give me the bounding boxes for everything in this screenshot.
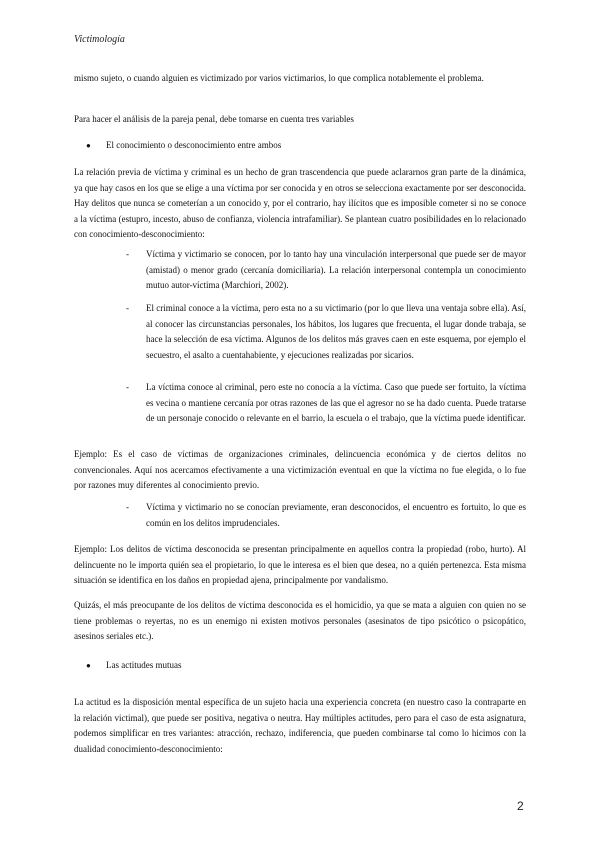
dash-item-text: Víctima y victimario se conocen, por lo tanto hay una vinculación interpersonal que puede ser de mayor (amistad) o menor grado (cercanía domiciliaria). La relación interpersonal contempla un conocimiento mutuo autor-víctima (Marchiori, 2002). (146, 249, 526, 290)
dash-marker: - (126, 502, 129, 512)
dash-marker: - (126, 303, 129, 313)
running-header: Victimología (74, 34, 125, 45)
bullet-icon: ● (86, 141, 91, 150)
bullet-label: El conocimiento o desconocimiento entre ambos (106, 140, 282, 150)
dash-item-text: La víctima conoce al criminal, pero este no conocía a la víctima. Caso que puede ser fortuito, la víctima es vecina o mantiene cercanía por otras razones de las que el agresor no se ha dado cuenta. Puede tratarse de un personaje conocido o relevante en el barrio, la escuela o el trabajo, que la víctima puede identificar. (146, 382, 526, 423)
paragraph-prior-relation: La relación previa de víctima y criminal es un hecho de gran trascendencia que puede aclararnos gran parte de la dinámica, ya que hay casos en los que se elige a una víctima por ser conocida y en otros se selecciona exactamente por ser desconocida. Hay delitos que nunca se cometerían a un conocido y, por el contrario, hay ilícitos que es imposible cometer si no se conoce a la víctima (estupro, incesto, abuso de confianza, violencia intrafamiliar). Se plantean cuatro posibilidades en lo relacionado con conocimiento-desconocimiento: (74, 167, 526, 239)
paragraph-homicide: Quizás, el más preocupante de los delitos de víctima desconocida es el homicidio, ya que se mata a alguien con quien no se tiene problemas o reyertas, no es un enemigo ni existen motivos personales (asesinatos de tipo psicótico o psicopático, asesinos seriales etc.). (74, 600, 526, 641)
bullet-item-knowledge (86, 138, 281, 154)
dash-item-text: El criminal conoce a la víctima, pero esta no a su victimario (por lo que lleva una ventaja sobre ella). Así, al conocer las circunstancias personales, los hábitos, los lugares que frecuenta, el lugar donde trabaja, se hace la selección de esa víctima. Algunos de los delitos más graves caen en este esquema, por ejemplo el secuestro, el asalto a cuentahabiente, y ejecuciones realizadas por sicarios. (146, 303, 526, 360)
bullet-item-attitudes (86, 658, 181, 674)
paragraph-continuation: mismo sujeto, o cuando alguien es victimizado por varios victimarios, lo que complica notablemente el problema. (74, 73, 484, 83)
dash-marker: - (126, 249, 129, 259)
bullet-label: Las actitudes mutuas (106, 660, 182, 670)
paragraph-attitude-definition: La actitud es la disposición mental específica de un sujeto hacia una experiencia concreta (en nuestro caso la contraparte en la relación victimal), que puede ser positiva, negativa o neutra. Hay múltiples actitudes, pero para el caso de esta asignatura, podemos simplificar en tres variantes: atracción, rechazo, indiferencia, que pueden combinarse tal como lo hicimos con la dualidad conocimiento-desconocimiento: (74, 697, 526, 754)
paragraph-example-property: Ejemplo: Los delitos de víctima desconocida se presentan principalmente en aquellos contra la propiedad (robo, hurto). Al delincuente no le importa quién sea el propietario, lo que le interesa es el bien que desea, no a quién pertenezca. Esta misma situación se identifica en los daños en propiedad ajena, principalmente por vandalismo. (74, 544, 526, 585)
paragraph-example-organizations: Ejemplo: Es el caso de víctimas de organizaciones criminales, delincuencia económica y de ciertos delitos no convencionales. Aquí nos acercamos efectivamente a una victimización eventual en que la víctima no fue elegida, o lo fue por razones muy diferentes al conocimiento previo. (74, 449, 526, 490)
page-number: 2 (517, 799, 524, 813)
bullet-icon: ● (86, 661, 91, 670)
dash-marker: - (126, 382, 129, 392)
paragraph-variables-intro: Para hacer el análisis de la pareja penal, debe tomarse en cuenta tres variables (74, 114, 354, 124)
dash-item-text: Víctima y victimario no se conocían previamente, eran desconocidos, el encuentro es fortuito, lo que es común en los delitos imprudenciales. (146, 502, 526, 528)
